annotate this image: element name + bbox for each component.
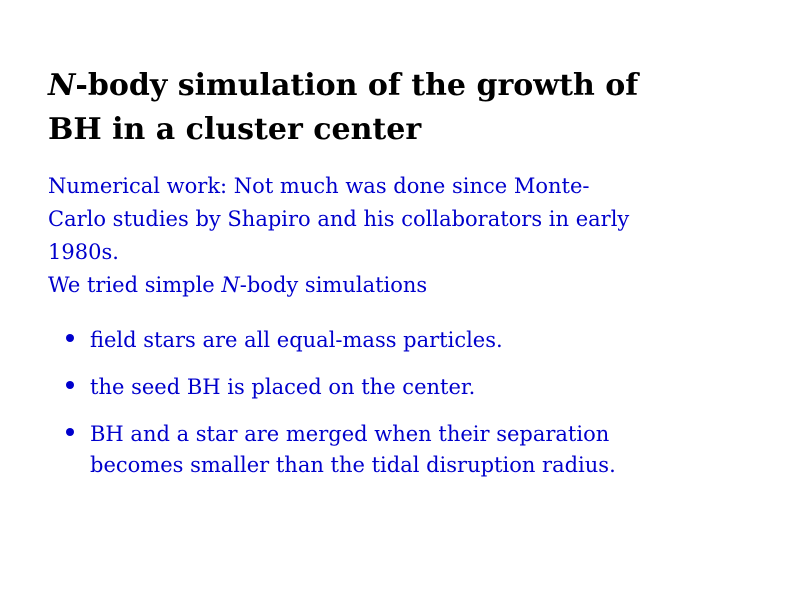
intro-paragraph-line1: Numerical work: Not much was done since Monte- bbox=[48, 174, 590, 198]
bullet-dot-icon bbox=[66, 372, 86, 389]
intro-text-block bbox=[48, 170, 742, 302]
list-item bbox=[66, 419, 742, 481]
list-item bbox=[66, 372, 742, 403]
title-line1-rest: -body simulation of the growth of bbox=[75, 68, 639, 103]
intro-paragraph2 bbox=[48, 269, 742, 302]
intro-paragraph2-suffix: -body simulations bbox=[239, 273, 428, 297]
intro-paragraph-line2: Carlo studies by Shapiro and his collaborators in early bbox=[48, 207, 630, 231]
title-italic-n: N bbox=[48, 68, 76, 103]
list-item-label: field stars are all equal-mass particles. bbox=[90, 328, 503, 352]
bullet-dot-icon bbox=[66, 325, 86, 342]
list-item-label: the seed BH is placed on the center. bbox=[90, 375, 476, 399]
intro-paragraph2-prefix: We tried simple bbox=[48, 273, 222, 297]
list-item-line2: becomes smaller than the tidal disruption radius. bbox=[90, 453, 616, 477]
page-title bbox=[48, 64, 748, 152]
bullet-list bbox=[66, 325, 742, 497]
bullet-dot-icon bbox=[66, 419, 86, 436]
intro-paragraph2-italic-n: N bbox=[221, 273, 240, 297]
list-item bbox=[66, 325, 742, 356]
intro-paragraph-line3: 1980s. bbox=[48, 240, 119, 264]
title-line2: BH in a cluster center bbox=[48, 112, 422, 147]
list-item-line1: BH and a star are merged when their separation bbox=[90, 422, 610, 446]
list-item-label-multiline bbox=[86, 419, 742, 481]
